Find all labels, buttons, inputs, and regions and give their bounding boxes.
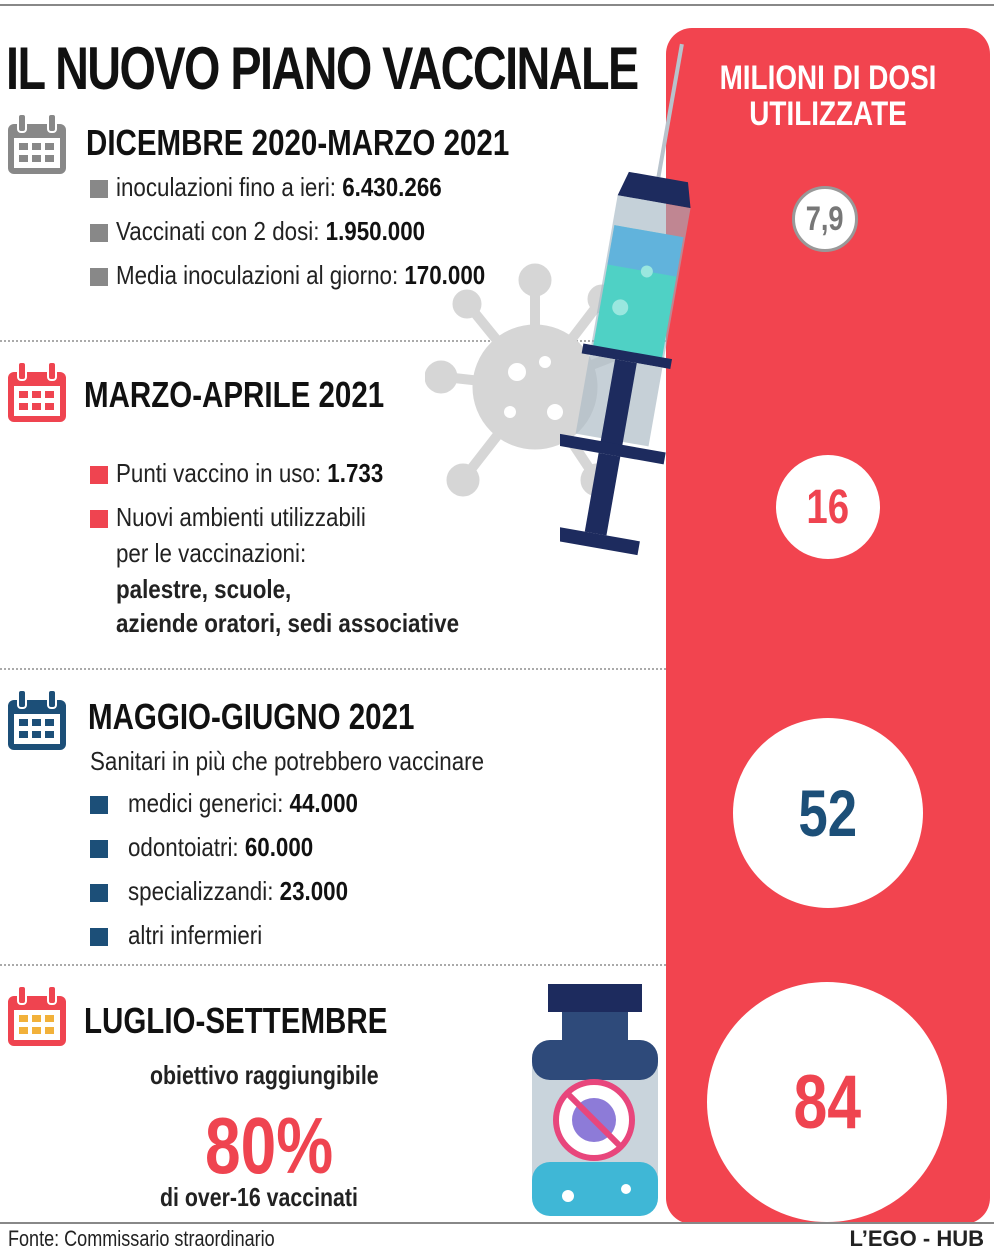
- section-1-title: DICEMBRE 2020-MARZO 2021: [86, 122, 510, 163]
- section-divider: [0, 964, 666, 966]
- section-3-item-4: altri infermieri: [128, 920, 263, 950]
- source-note: Fonte: Commissario straordinario: [8, 1226, 275, 1251]
- bullet-square: [90, 884, 108, 902]
- section-2-continuation-1: per le vaccinazioni:: [116, 538, 307, 568]
- section-2-item-2: Nuovi ambienti utilizzabili: [116, 502, 366, 532]
- doses-value-3: 52: [798, 776, 858, 850]
- bullet-square: [90, 268, 108, 286]
- calendar-icon: [4, 984, 70, 1050]
- doses-panel-title: [695, 60, 961, 132]
- brand-credit: L’EGO - HUB: [849, 1226, 984, 1251]
- section-2-item-1: Punti vaccino in uso: 1.733: [116, 458, 384, 488]
- section-4-title: LUGLIO-SETTEMBRE: [84, 1000, 388, 1041]
- doses-value-4: 84: [793, 1059, 861, 1145]
- doses-circle-1: [792, 186, 858, 252]
- doses-circle-3: [733, 718, 923, 908]
- bullet-square: [90, 224, 108, 242]
- section-2-continuation-3: aziende oratori, sedi associative: [116, 608, 460, 638]
- bullet-square: [90, 796, 108, 814]
- doses-value-2: 16: [806, 480, 850, 534]
- bullet-square: [90, 840, 108, 858]
- doses-circle-4: [707, 982, 947, 1222]
- top-rule: [0, 4, 994, 6]
- doses-value-1: 7,9: [806, 199, 844, 238]
- section-1-item-2: Vaccinati con 2 dosi: 1.950.000: [116, 216, 426, 246]
- bullet-square: [90, 928, 108, 946]
- section-2-title: MARZO-APRILE 2021: [84, 374, 385, 415]
- section-divider: [0, 668, 666, 670]
- calendar-icon: [4, 360, 70, 426]
- bullet-square: [90, 466, 108, 484]
- section-4-line2: di over-16 vaccinati: [160, 1182, 358, 1212]
- doses-panel-title-line1: MILIONI DI DOSI: [719, 59, 937, 97]
- section-3-item-2: odontoiatri: 60.000: [128, 832, 314, 862]
- section-1-item-3: Media inoculazioni al giorno: 170.000: [116, 260, 486, 290]
- calendar-icon: [4, 112, 70, 178]
- calendar-icon: [4, 688, 70, 754]
- section-4-percent: 80%: [205, 1101, 334, 1190]
- bullet-square: [90, 180, 108, 198]
- section-4-line1: obiettivo raggiungibile: [150, 1060, 379, 1090]
- doses-panel-title-line2: UTILIZZATE: [749, 95, 907, 133]
- section-1-item-1: inoculazioni fino a ieri: 6.430.266: [116, 172, 442, 202]
- vaccine-vial-illustration: [528, 984, 662, 1224]
- section-2-continuation-2: palestre, scuole,: [116, 574, 292, 604]
- syringe-illustration: [560, 40, 710, 580]
- section-3-item-3: specializzandi: 23.000: [128, 876, 349, 906]
- section-3-item-1: medici generici: 44.000: [128, 788, 358, 818]
- bottom-rule: [0, 1222, 994, 1224]
- page-title: IL NUOVO PIANO VACCINALE: [6, 35, 638, 102]
- section-3-title: MAGGIO-GIUGNO 2021: [88, 696, 415, 737]
- doses-circle-2: [776, 455, 880, 559]
- bullet-square: [90, 510, 108, 528]
- section-3-subtitle: Sanitari in più che potrebbero vaccinare: [90, 746, 485, 776]
